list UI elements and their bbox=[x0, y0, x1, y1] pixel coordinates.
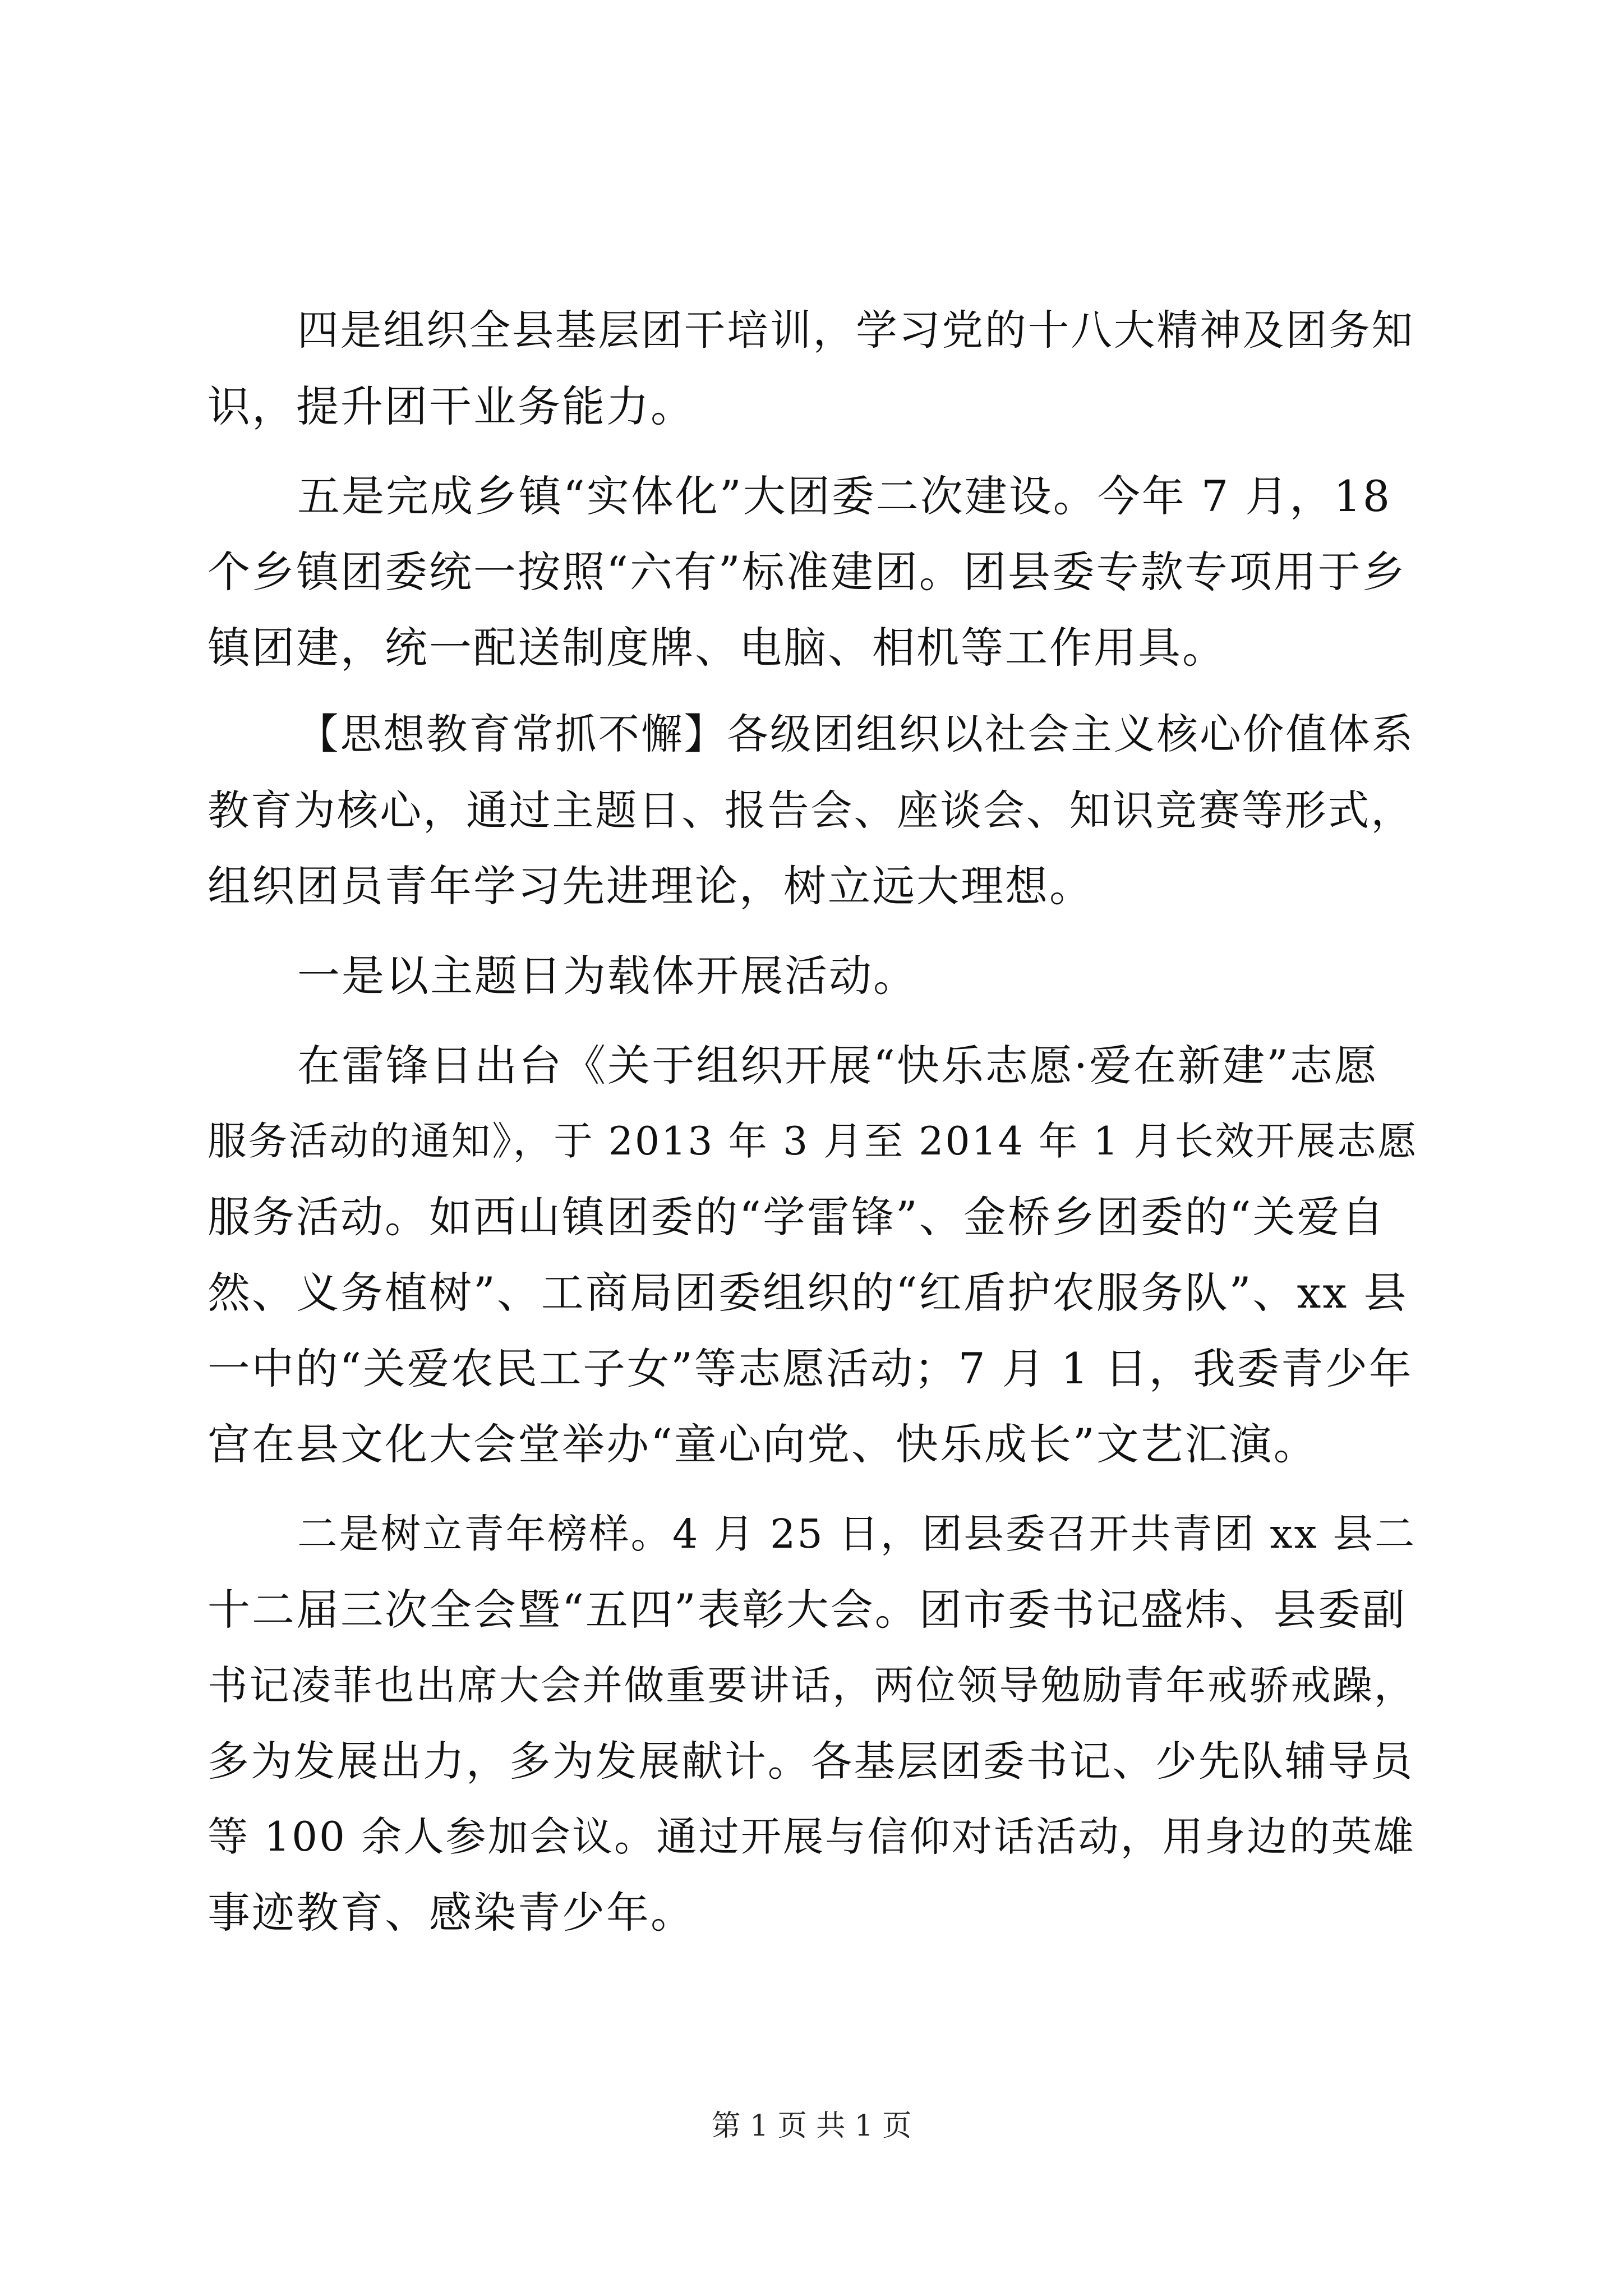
paragraph-line: 十二届三次全会暨“五四”表彰大会。团市委书记盛炜、县委副 bbox=[208, 1585, 1407, 1635]
paragraph-line: 【思想教育常抓不懈】各级团组织以社会主义核心价值体系 bbox=[297, 711, 1415, 758]
paragraph-line: 事迹教育、感染青少年。 bbox=[208, 1888, 695, 1938]
paragraph-line: 服务活动。如西山镇团委的“学雷锋”、金桥乡团委的“关爱自 bbox=[208, 1192, 1386, 1242]
paragraph-line: 然、义务植树”、工商局团委组织的“红盾护农服务队”、xx 县 bbox=[208, 1268, 1408, 1318]
paragraph-line: 组织团员青年学习先进理论，树立远大理想。 bbox=[208, 861, 1094, 911]
paragraph-line: 五是完成乡镇“实体化”大团委二次建设。今年 7 月，18 bbox=[297, 471, 1392, 521]
paragraph-line: 识，提升团干业务能力。 bbox=[208, 381, 695, 431]
paragraph-line: 四是组织全县基层团干培训，学习党的十八大精神及团务知 bbox=[297, 307, 1415, 355]
paragraph-line: 镇团建，统一配送制度牌、电脑、相机等工作用具。 bbox=[208, 623, 1227, 673]
paragraph-line: 一中的“关爱农民工子女”等志愿活动；7 月 1 日，我委青少年 bbox=[208, 1344, 1413, 1393]
paragraph-line: 等 100 余人参加会议。通过开展与信仰对话活动，用身边的英雄 bbox=[208, 1814, 1415, 1861]
paragraph-line: 多为发展出力，多为发展献计。各基层团委书记、少先队辅导员 bbox=[208, 1737, 1414, 1786]
paragraph-line: 服务活动的通知》，于 2013 年 3 月至 2014 年 1 月长效开展志愿 bbox=[208, 1119, 1418, 1164]
paragraph-line: 在雷锋日出台《关于组织开展“快乐志愿·爱在新建”志愿 bbox=[297, 1041, 1378, 1091]
paragraph-line: 教育为核心，通过主题日、报告会、座谈会、知识竞赛等形式， bbox=[208, 786, 1414, 835]
paragraph-line: 宫在县文化大会堂举办“童心向党、快乐成长”文艺汇演。 bbox=[208, 1419, 1318, 1469]
paragraph-line: 一是以主题日为载体开展活动。 bbox=[297, 951, 917, 1001]
paragraph-line: 二是树立青年榜样。4 月 25 日，团县委召开共青团 xx 县二 bbox=[297, 1511, 1417, 1557]
page-footer: 第 1 页 共 1 页 bbox=[711, 2109, 912, 2143]
paragraph-line: 书记凌菲也出席大会并做重要讲话，两位领导勉励青年戒骄戒躁， bbox=[208, 1662, 1416, 1709]
paragraph-line: 个乡镇团委统一按照“六有”标准建团。团县委专款专项用于乡 bbox=[208, 547, 1407, 597]
